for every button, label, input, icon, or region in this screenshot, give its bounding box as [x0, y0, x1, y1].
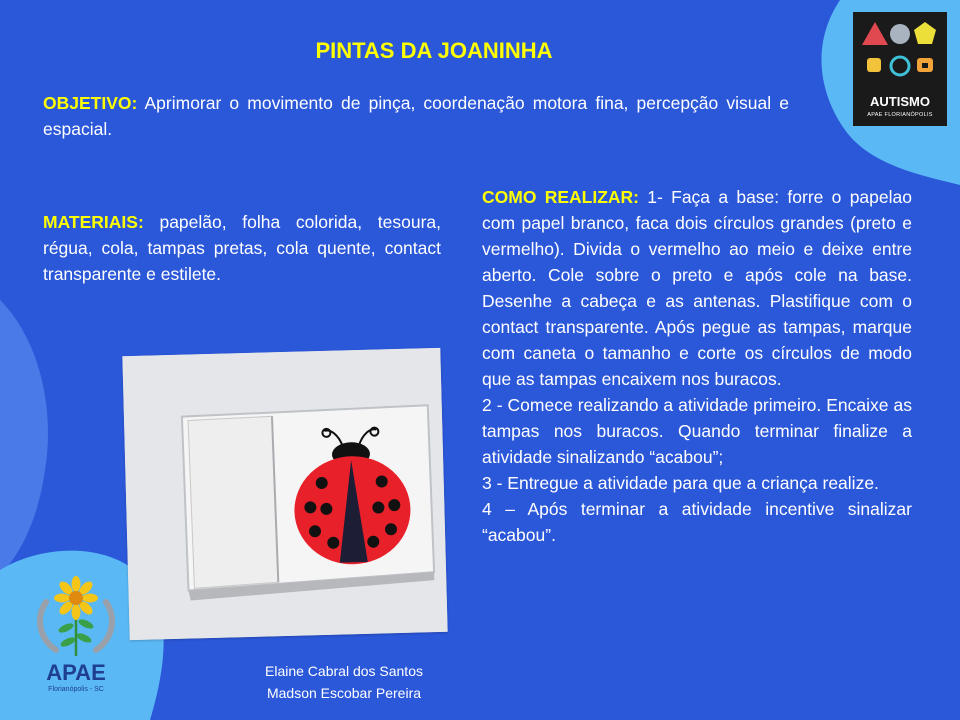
como-step-3: 3 - Entregue a atividade para que a criança realize. — [482, 473, 879, 493]
background-blob-left — [0, 300, 60, 580]
materiais-label: MATERIAIS: — [43, 212, 144, 232]
ladybug-activity-photo — [122, 348, 447, 640]
apae-logo-subtitle: Florianópolis - SC — [48, 686, 104, 693]
apae-flower-hands-icon — [24, 576, 128, 660]
page-title: PINTAS DA JOANINHA — [315, 38, 553, 63]
author-2: Madson Escobar Pereira — [266, 685, 422, 701]
apae-logo-text: APAE — [46, 660, 106, 685]
author-1: Elaine Cabral dos Santos — [265, 663, 423, 679]
como-step-4: 4 – Após terminar a atividade incentive sinalizar “acabou”. — [482, 499, 912, 545]
como-step-1 — [482, 184, 912, 392]
objetivo-label: OBJETIVO: — [43, 93, 138, 113]
como-step-2: 2 - Comece realizando a atividade primeiro. Encaixe as tampas nos buracos. Quando terminar finalize a atividade sinalizando “acabou”; — [482, 395, 912, 467]
autismo-logo — [853, 12, 947, 126]
materiais-paragraph — [43, 209, 441, 287]
ladybug-board-image — [122, 348, 447, 640]
autismo-shapes-icon — [853, 12, 947, 92]
autismo-logo-subtitle: APAE FLORIANÓPOLIS — [867, 112, 933, 118]
authors — [236, 660, 452, 704]
objetivo-text: Aprimorar o movimento de pinça, coordenação motora fina, percepção visual e espacial. — [43, 93, 789, 139]
como-realizar-label: COMO REALIZAR: — [482, 187, 640, 207]
como-step-1-text: 1- Faça a base: forre o papelao com papel branco, faca dois círculos grandes (preto e vermelho). Divida o vermelho ao meio e deixe entre aberto. Cole sobre o preto e após cole na base. Desenhe a cabeça e as antenas. Plastifique com o contact transparente. Após pegue as tampas, marque com caneta o tamanho e corte os círculos de modo que as tampas encaixem nos buracos. — [482, 187, 912, 389]
apae-logo — [24, 576, 128, 706]
objetivo-paragraph — [43, 90, 789, 142]
materiais-text: papelão, folha colorida, tesoura, régua, cola, tampas pretas, cola quente, contact transparente e estilete. — [43, 212, 441, 284]
autismo-logo-text: AUTISMO — [870, 94, 930, 109]
como-realizar-paragraph — [482, 184, 912, 548]
